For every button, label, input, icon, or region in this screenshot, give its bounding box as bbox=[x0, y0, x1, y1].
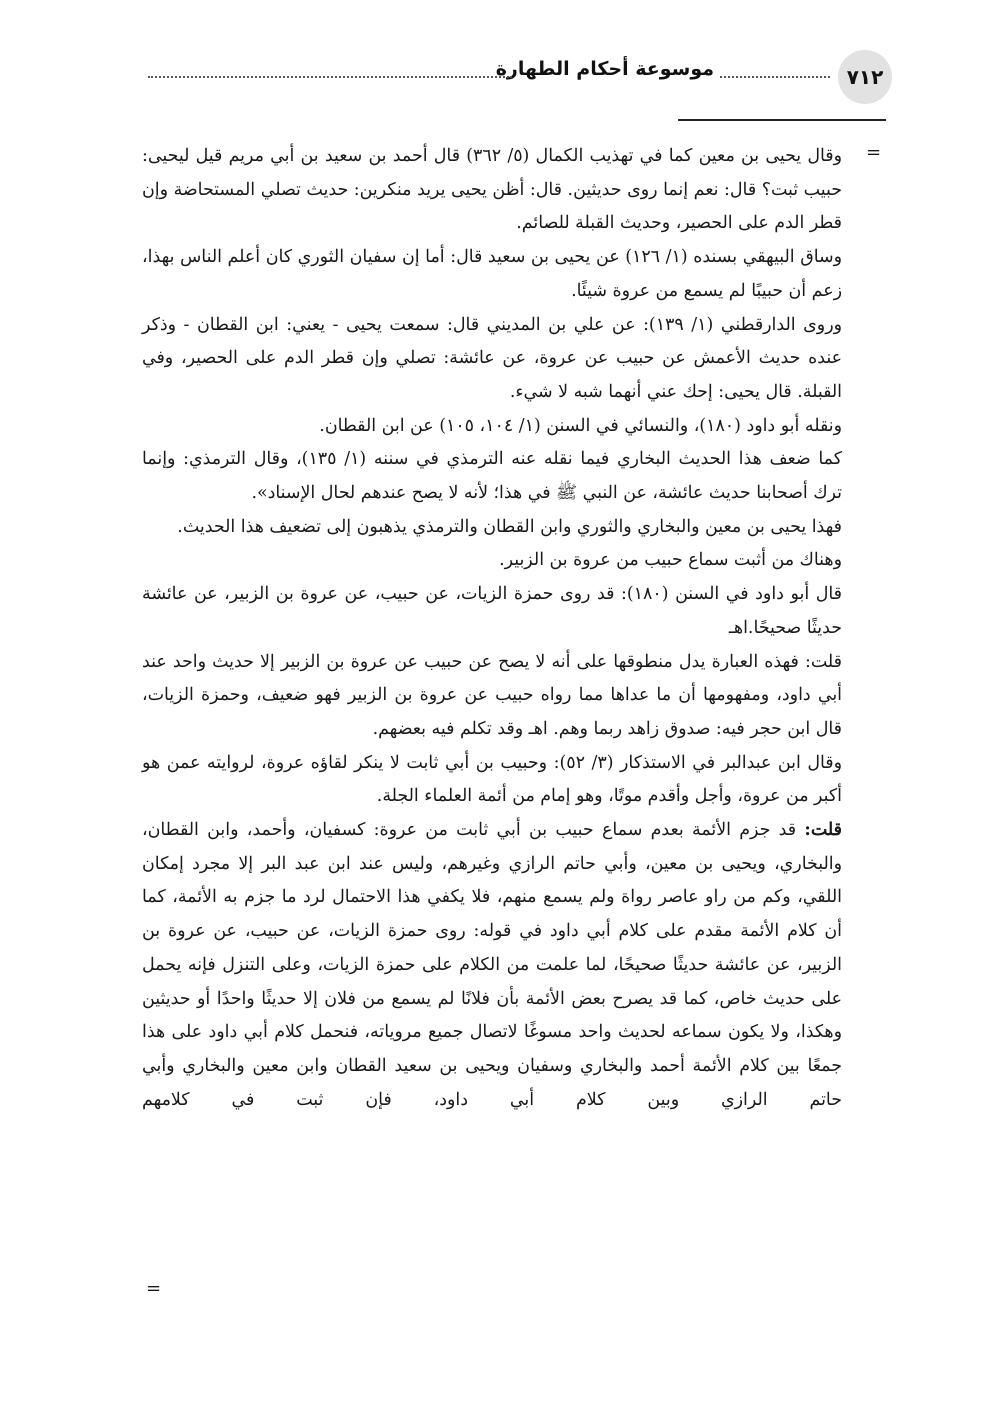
footnote-paragraph: وقال يحيى بن معين كما في تهذيب الكمال (٥/ ٣٦٢) قال أحمد بن سعيد بن أبي مريم قيل ليحيى: حبيب ثبت؟ قال: نعم إنما روى حديثين. قال: أظن يحيى يريد منكرين: حديث تصلي المستحاضة وإن قطر الدم على الحصير، وحديث القبلة للصائم. bbox=[142, 146, 843, 234]
book-title: موسوعة أحكام الطهارة bbox=[495, 58, 714, 80]
page-number-badge: ٧١٢ bbox=[838, 50, 892, 104]
footnote-body bbox=[142, 140, 842, 1117]
footnote-paragraph: وساق البيهقي بسنده (١/ ١٢٦) عن يحيى بن سعيد قال: أما إن سفيان الثوري كان أعلم الناس بهذا، زعم أن حبيبًا لم يسمع من عروة شيئًا. bbox=[142, 247, 843, 301]
footnote-paragraph: ونقله أبو داود (١٨٠)، والنسائي في السنن (١/ ١٠٤، ١٠٥) عن ابن القطان. bbox=[319, 415, 842, 436]
header-dotted-leader-left bbox=[148, 76, 512, 78]
header-dotted-leader-right bbox=[720, 76, 830, 78]
footnote-paragraph: وروى الدارقطني (١/ ١٣٩): عن علي بن المديني قال: سمعت يحيى - يعني: ابن القطان - وذكر عنده حديث الأعمش عن حبيب عن عروة، عن عائشة: تصلي وإن قطر الدم على الحصير، وفي القبلة. قال يحيى: إحك عني أنهما شبه لا شيء. bbox=[142, 314, 842, 402]
footnote-paragraph: كما ضعف هذا الحديث البخاري فيما نقله عنه الترمذي في سننه (١/ ١٣٥)، وقال الترمذي: وإنما ترك أصحابنا حديث عائشة، عن النبي ﷺ في هذا؛ لأنه لا يصح عندهم لحال الإسناد». bbox=[142, 449, 842, 504]
qult-label: قلت: bbox=[804, 820, 842, 841]
footnote-continuation-mark: = bbox=[866, 142, 882, 163]
footnote-paragraph: وهناك من أثبت سماع حبيب من عروة بن الزبير. bbox=[499, 550, 842, 571]
footnote-paragraph: وقال ابن عبدالبر في الاستذكار (٣/ ٥٢): وحبيب بن أبي ثابت لا ينكر لقاؤه عروة، لروايته عمن هو أكبر من عروة، وأجل وأقدم موتًا، وهو إمام من أئمة العلماء الجلة. bbox=[142, 752, 842, 807]
qult-text: قد جزم الأئمة بعدم سماع حبيب بن أبي ثابت من عروة: كسفيان، وأحمد، وابن القطان، والبخاري، ويحيى بن معين، وأبي حاتم الرازي وغيرهم، وليس عند ابن عبد البر إلا مجرد إمكان اللقي، وكم من راو عاصر رواة ولم يسمع منهم، فلا يكفي هذا الاحتمال لرد ما جزم به الأئمة، كما أن كلام الأئمة مقدم على كلام أبي داود في قوله: روى حمزة الزيات، عن حبيب، عن عروة بن الزبير، عن عائشة حديثًا صحيحًا، لما علمت من الكلام على حمزة الزيات، وعلى التنزل فإنه يحمل على حديث خاص، كما قد يصرح بعض الأئمة بأن فلانًا لم يسمع من فلان إلا حديثًا واحدًا أو حديثين وهكذا، ولا يكون سماعه لحديث واحد مسوغًا لاتصال جميع مروياته، فنحمل كلام أبي داود على هذا جمعًا بين كلام الأئمة أحمد والبخاري وسفيان ويحيى بن سعيد القطان وابن معين والبخاري وأبي حاتم الرازي وبين كلام أبي داود، فإن ثبت في كلامهم bbox=[142, 820, 842, 1110]
footnote-paragraph: فهذا يحيى بن معين والبخاري والثوري وابن القطان والترمذي يذهبون إلى تضعيف هذا الحديث. bbox=[177, 516, 842, 537]
footnote-separator-rule bbox=[678, 119, 886, 121]
footnote-paragraph-qult bbox=[142, 814, 842, 1117]
page-header bbox=[140, 46, 892, 102]
footnote-end-mark: = bbox=[146, 1278, 162, 1299]
footnote-paragraph: قلت: فهذه العبارة يدل منطوقها على أنه لا يصح عن حبيب عن عروة بن الزبير إلا حديث واحد عند أبي داود، ومفهومها أن ما عداها مما رواه حبيب عن عروة بن الزبير فهو ضعيف، وحمزة الزيات، قال ابن حجر فيه: صدوق زاهد ربما وهم. اهـ وقد تكلم فيه بعضهم. bbox=[142, 651, 842, 739]
footnote-paragraph: قال أبو داود في السنن (١٨٠): قد روى حمزة الزيات، عن حبيب، عن عروة بن الزبير، عن عائشة حديثًا صحيحًا.اهـ bbox=[142, 584, 842, 638]
